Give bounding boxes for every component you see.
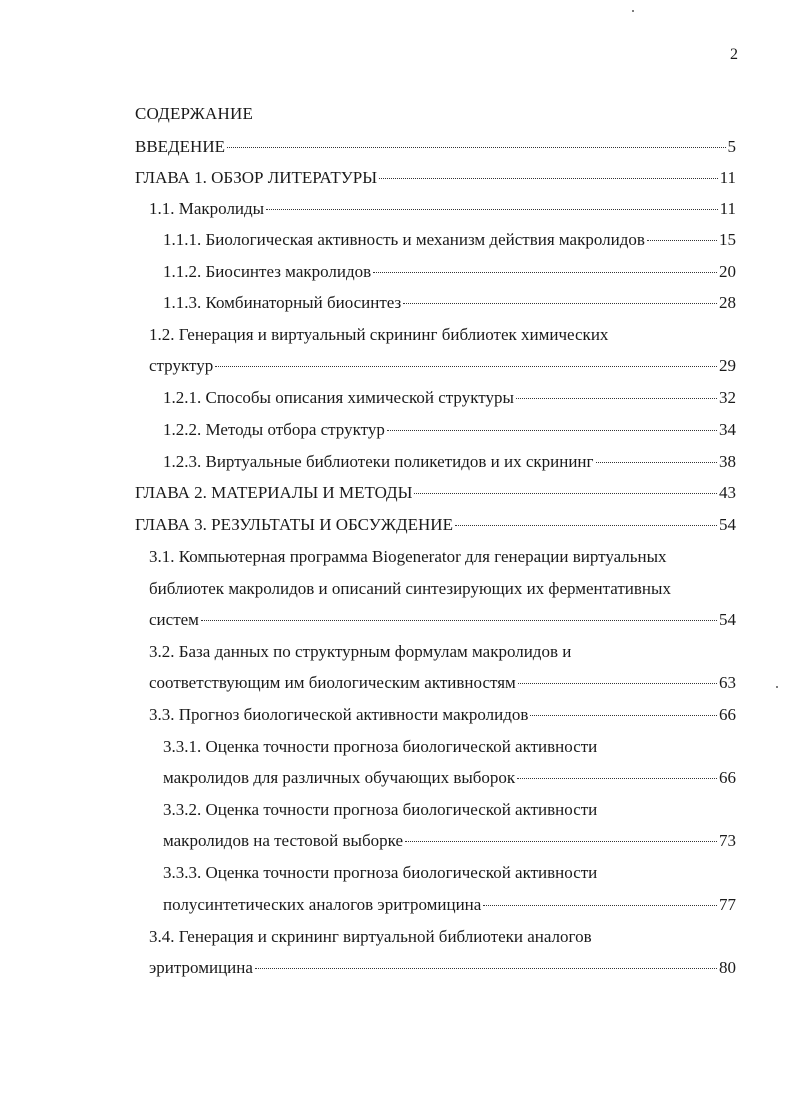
toc-entry-page: 29 <box>719 356 736 375</box>
toc-entry-page: 80 <box>719 958 736 977</box>
toc-entry-chapter-1[interactable] <box>135 168 736 192</box>
toc-entry-label: 1.1. Макролиды <box>149 199 265 218</box>
toc-entry-page: 11 <box>719 199 736 218</box>
toc-entry-1-1-1[interactable] <box>163 230 736 254</box>
toc-entry-introduction[interactable] <box>135 137 736 161</box>
toc-entry-3-2-line: 3.2. База данных по структурным формулам макролидов и <box>149 642 572 661</box>
toc-heading: СОДЕРЖАНИЕ <box>135 104 254 123</box>
toc-entry-label: 1.2.3. Виртуальные библиотеки поликетидов и их скрининг <box>163 452 594 471</box>
toc-entry-3-3-3[interactable] <box>163 895 736 919</box>
dot-leader <box>227 147 726 148</box>
toc-entry-label: соответствующим им биологическим активностям <box>149 673 516 692</box>
toc-entry-page: 73 <box>719 831 736 850</box>
toc-entry-3-3-1-line: 3.3.1. Оценка точности прогноза биологической активности <box>163 737 598 756</box>
toc-entry-page: 66 <box>719 768 736 787</box>
dot-leader <box>266 209 718 210</box>
toc-entry-page: 38 <box>719 452 736 471</box>
toc-entry-3-4-line: 3.4. Генерация и скрининг виртуальной библиотеки аналогов <box>149 927 592 946</box>
toc-entry-page: 5 <box>727 137 736 156</box>
toc-entry-label: ВВЕДЕНИЕ <box>135 137 225 156</box>
dot-leader <box>518 683 717 684</box>
toc-entry-label: ГЛАВА 2. МАТЕРИАЛЫ И МЕТОДЫ <box>135 483 413 502</box>
toc-entry-label: ГЛАВА 1. ОБЗОР ЛИТЕРАТУРЫ <box>135 168 378 187</box>
dot-leader <box>483 905 717 906</box>
toc-entry-1-1-2[interactable] <box>163 262 736 286</box>
toc-entry-3-4[interactable] <box>149 958 736 982</box>
toc-entry-page: 77 <box>719 895 736 914</box>
dot-leader <box>530 715 717 716</box>
toc-entry-label: эритромицина <box>149 958 253 977</box>
dot-leader <box>387 430 717 431</box>
toc-entry-page: 63 <box>719 673 736 692</box>
dot-leader <box>516 398 717 399</box>
toc-entry-3-1-line: 3.1. Компьютерная программа Biogenerator для генерации виртуальных <box>149 547 667 566</box>
toc-entry-1-1[interactable] <box>149 199 736 223</box>
toc-entry-label: структур <box>149 356 214 375</box>
scan-speck <box>632 10 634 12</box>
toc-entry-chapter-3[interactable] <box>135 515 736 539</box>
toc-entry-label: 1.2.2. Методы отбора структур <box>163 420 385 439</box>
toc-entry-label: ГЛАВА 3. РЕЗУЛЬТАТЫ И ОБСУЖДЕНИЕ <box>135 515 453 534</box>
toc-entry-1-2-line: 1.2. Генерация и виртуальный скрининг библиотек химических <box>149 325 609 344</box>
toc-entry-page: 43 <box>719 483 736 502</box>
toc-entry-page: 11 <box>719 168 736 187</box>
toc-entry-label: 1.1.1. Биологическая активность и механизм действия макролидов <box>163 230 645 249</box>
toc-entry-3-1[interactable] <box>149 610 736 634</box>
dot-leader <box>414 493 717 494</box>
toc-entry-page: 54 <box>719 515 736 534</box>
toc-entry-3-3-2-line: 3.3.2. Оценка точности прогноза биологической активности <box>163 800 598 819</box>
toc-entry-page: 15 <box>719 230 736 249</box>
dot-leader <box>373 272 717 273</box>
toc-entry-3-3[interactable] <box>149 705 736 729</box>
scan-speck <box>776 686 778 688</box>
dot-leader <box>255 968 717 969</box>
toc-entry-label: макролидов для различных обучающих выборок <box>163 768 516 787</box>
toc-entry-label: 3.3. Прогноз биологической активности макролидов <box>149 705 529 724</box>
toc-entry-page: 66 <box>719 705 736 724</box>
toc-entry-label: 1.1.3. Комбинаторный биосинтез <box>163 293 402 312</box>
dot-leader <box>201 620 717 621</box>
toc-entry-label: 1.2.1. Способы описания химической структуры <box>163 388 514 407</box>
toc-entry-1-1-3[interactable] <box>163 293 736 317</box>
dot-leader <box>596 462 717 463</box>
toc-entry-3-3-2[interactable] <box>163 831 736 855</box>
dot-leader <box>215 366 717 367</box>
dot-leader <box>455 525 717 526</box>
toc-entry-3-3-3-line: 3.3.3. Оценка точности прогноза биологической активности <box>163 863 598 882</box>
toc-entry-page: 32 <box>719 388 736 407</box>
page-number: 2 <box>730 46 738 63</box>
toc-entry-1-2[interactable] <box>149 356 736 380</box>
toc-entry-label: 1.1.2. Биосинтез макролидов <box>163 262 372 281</box>
dot-leader <box>517 778 717 779</box>
dot-leader <box>647 240 717 241</box>
toc-entry-label: полусинтетических аналогов эритромицина <box>163 895 482 914</box>
toc-entry-label: систем <box>149 610 199 629</box>
toc-entry-label: макролидов на тестовой выборке <box>163 831 404 850</box>
dot-leader <box>403 303 717 304</box>
toc-entry-page: 20 <box>719 262 736 281</box>
dot-leader <box>379 178 718 179</box>
toc-entry-1-2-3[interactable] <box>163 452 736 476</box>
toc-entry-3-1-line: библиотек макролидов и описаний синтезирующих их ферментативных <box>149 579 671 598</box>
toc-entry-page: 54 <box>719 610 736 629</box>
toc-entry-3-3-1[interactable] <box>163 768 736 792</box>
toc-entry-page: 34 <box>719 420 736 439</box>
toc-entry-1-2-1[interactable] <box>163 388 736 412</box>
toc-entry-1-2-2[interactable] <box>163 420 736 444</box>
dot-leader <box>405 841 717 842</box>
toc-entry-3-2[interactable] <box>149 673 736 697</box>
toc-entry-chapter-2[interactable] <box>135 483 736 507</box>
toc-entry-page: 28 <box>719 293 736 312</box>
